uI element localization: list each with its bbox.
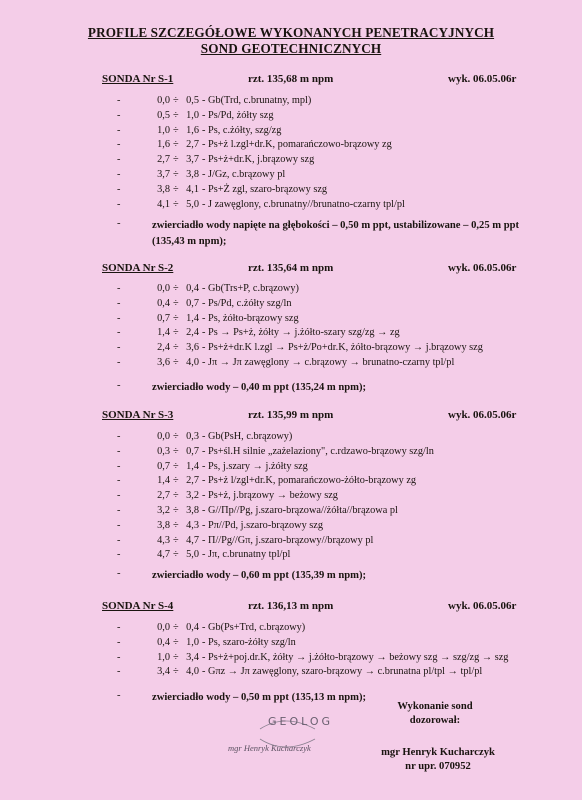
row-dash: - [117, 124, 121, 136]
depth-separator: ÷ [173, 490, 179, 502]
depth-from: 0,4 [157, 636, 170, 648]
layer-description: - Ps+śl.H silnie „zażelaziony", c.rdzawo-brązowy szg/ln [202, 445, 434, 457]
row-dash: - [117, 460, 121, 472]
geolog-stamp [220, 715, 350, 760]
layer-row [0, 139, 582, 152]
signature-line1: Wykonanie sond [397, 701, 473, 712]
layer-row [0, 184, 582, 197]
signature-name: mgr Henryk Kucharczyk [381, 747, 495, 758]
row-dash: - [117, 218, 121, 229]
layer-row [0, 446, 582, 459]
layer-row [0, 535, 582, 548]
row-dash: - [117, 357, 121, 368]
depth-separator: ÷ [173, 109, 179, 121]
sonda-date: wyk. 06.05.06r [448, 600, 517, 612]
layer-row [0, 283, 582, 296]
depth-separator: ÷ [173, 139, 179, 151]
row-dash: - [117, 297, 121, 309]
row-dash: - [117, 380, 121, 391]
layer-description: - Ps+ż, j.brązowy → beżowy szg [202, 490, 338, 502]
layer-description: - J/Gz, c.brązowy pl [202, 169, 286, 180]
layer-row [0, 199, 582, 212]
layer-description: - Ps/Pd, c.żółty szg/ln [202, 297, 292, 309]
depth-from: 2,4 [157, 342, 170, 354]
depth-from: 1,0 [157, 651, 170, 663]
water-table-text: zwierciadło wody – 0,60 m ppt (135,39 m npm); [152, 570, 367, 581]
layer-description: - Ps, żółto-brązowy szg [202, 312, 299, 324]
water-table-text: zwierciadło wody – 0,40 m ppt (135,24 m npm); [152, 382, 367, 393]
depth-to: 4,0 [186, 357, 199, 368]
depth-from: 1,4 [157, 475, 170, 487]
depth-separator: ÷ [173, 519, 179, 531]
layer-description: - Π//Pg//Gπ, j.szaro-brązowy//brązowy pl [202, 534, 374, 546]
layer-row [0, 95, 582, 108]
layer-description: - Pπ//Pd, j.szaro-brązowy szg [202, 519, 324, 531]
row-dash: - [117, 109, 121, 121]
row-dash: - [117, 154, 121, 166]
layer-row [0, 666, 582, 679]
layer-description: - Gπz → Jπ zawęglony, szaro-brązowy → c.brunatna pl/tpl → tpl/pl [202, 666, 483, 678]
depth-to: 1,0 [186, 109, 199, 121]
layer-description: - Gb(Trs+P, c.brązowy) [202, 283, 299, 294]
layer-description: - Jπ → Jπ zawęglony → c.brązowy → brunatno-czarny tpl/pl [202, 357, 455, 368]
layer-description: - Ps/Pd, żółty szg [202, 109, 274, 121]
depth-to: 4,7 [186, 534, 199, 546]
row-dash: - [117, 431, 121, 442]
layer-row [0, 298, 582, 311]
depth-to: 3,4 [186, 651, 199, 663]
row-dash: - [117, 445, 121, 457]
layer-description: - Ps+ż+dr.K, j.brązowy szg [202, 154, 315, 166]
depth-to: 3,7 [186, 154, 199, 166]
document-title-line1: PROFILE SZCZEGÓŁOWE WYKONANYCH PENETRACYJNYCH [87, 25, 495, 40]
depth-from: 4,7 [157, 549, 170, 561]
layer-row [0, 549, 582, 562]
depth-to: 1,4 [186, 460, 199, 472]
row-dash: - [117, 505, 121, 516]
depth-to: 0,4 [186, 283, 199, 294]
sonda-name: SONDA Nr S-2 [102, 262, 174, 274]
depth-to: 0,4 [186, 622, 199, 633]
depth-from: 2,7 [157, 490, 170, 502]
depth-to: 2,4 [186, 327, 199, 339]
layer-description: - Ps, szaro-żółty szg/ln [202, 636, 296, 648]
depth-separator: ÷ [173, 445, 179, 457]
depth-from: 3,4 [157, 666, 170, 678]
depth-to: 3,6 [186, 342, 199, 354]
row-dash: - [117, 283, 121, 294]
depth-separator: ÷ [173, 651, 179, 663]
depth-separator: ÷ [173, 95, 179, 106]
depth-from: 0,3 [157, 445, 170, 457]
layer-description: - Ps, j.szary → j.żółty szg [202, 460, 308, 472]
document-title-line2: SOND GEOTECHNICZNYCH [200, 41, 382, 56]
depth-from: 3,2 [157, 505, 170, 516]
layer-row [0, 110, 582, 123]
depth-to: 0,7 [186, 297, 199, 309]
row-dash: - [117, 327, 121, 339]
depth-separator: ÷ [173, 622, 179, 633]
layer-description: - Ps+ż l/zgl+dr.K, pomarańczowo-żółto-brązowy zg [202, 475, 417, 487]
sonda-elevation: rzt. 136,13 m npm [248, 600, 334, 612]
depth-separator: ÷ [173, 154, 179, 166]
depth-to: 1,6 [186, 124, 199, 136]
layer-row [0, 505, 582, 518]
signature-line2: dozorował: [409, 715, 461, 726]
layer-row [0, 520, 582, 533]
layer-description: - Gb(PsH, c.brązowy) [202, 431, 293, 442]
sonda-name: SONDA Nr S-1 [102, 73, 174, 85]
water-table-text: zwierciadło wody napięte na głębokości – 0,50 m ppt, ustabilizowane – 0,25 m ppt (135,43 m npm); [152, 220, 520, 247]
depth-separator: ÷ [173, 505, 179, 516]
depth-separator: ÷ [173, 460, 179, 472]
depth-separator: ÷ [173, 183, 179, 195]
row-dash: - [117, 169, 121, 180]
row-dash: - [117, 651, 121, 663]
sonda-name: SONDA Nr S-4 [102, 600, 174, 612]
depth-separator: ÷ [173, 534, 179, 546]
layer-row [0, 431, 582, 444]
sonda-date: wyk. 06.05.06r [448, 262, 517, 274]
depth-separator: ÷ [173, 431, 179, 442]
depth-to: 5,0 [186, 198, 199, 210]
depth-separator: ÷ [173, 357, 179, 368]
row-dash: - [117, 568, 121, 579]
layer-description: - Ps+ż+poj.dr.K, żółty → j.żółto-brązowy → beżowy szg → szg/zg → szg [202, 651, 509, 663]
sonda-name: SONDA Nr S-3 [102, 409, 174, 421]
depth-separator: ÷ [173, 198, 179, 210]
depth-to: 0,7 [186, 445, 199, 457]
depth-separator: ÷ [173, 342, 179, 354]
depth-from: 4,1 [157, 198, 170, 210]
depth-from: 0,0 [157, 431, 170, 442]
depth-to: 4,1 [186, 183, 199, 195]
depth-to: 0,3 [186, 431, 199, 442]
depth-to: 1,4 [186, 312, 199, 324]
depth-to: 1,0 [186, 636, 199, 648]
layer-description: - Ps+Ż zgl, szaro-brązowy szg [202, 183, 328, 195]
depth-from: 3,6 [157, 357, 170, 368]
depth-to: 5,0 [186, 549, 199, 561]
row-dash: - [117, 490, 121, 502]
row-dash: - [117, 519, 121, 531]
depth-separator: ÷ [173, 327, 179, 339]
layer-row [0, 357, 582, 370]
layer-description: - Gb(Trd, c.brunatny, mpl) [202, 95, 312, 106]
depth-from: 0,5 [157, 109, 170, 121]
depth-from: 0,0 [157, 622, 170, 633]
depth-to: 3,2 [186, 490, 199, 502]
stamp-geolog-text: GEOLOG [268, 715, 334, 728]
depth-separator: ÷ [173, 124, 179, 136]
layer-description: - Ps → Ps+ż, żółty → j.żółto-szary szg/zg → zg [202, 327, 400, 339]
row-dash: - [117, 183, 121, 195]
layer-description: - J zawęglony, c.brunatny//brunatno-czarny tpl/pl [202, 198, 405, 210]
depth-separator: ÷ [173, 169, 179, 180]
row-dash: - [117, 636, 121, 648]
depth-from: 0,7 [157, 312, 170, 324]
depth-to: 4,3 [186, 519, 199, 531]
layer-row [0, 652, 582, 665]
row-dash: - [117, 139, 121, 151]
row-dash: - [117, 534, 121, 546]
depth-from: 1,4 [157, 327, 170, 339]
layer-row [0, 154, 582, 167]
depth-from: 3,8 [157, 519, 170, 531]
signature-licence: nr upr. 070952 [405, 761, 471, 772]
layer-row [0, 490, 582, 503]
depth-from: 0,7 [157, 460, 170, 472]
depth-to: 2,7 [186, 475, 199, 487]
layer-row [0, 313, 582, 326]
depth-separator: ÷ [173, 283, 179, 294]
layer-description: - Ps+ż l.zgl+dr.K, pomarańczowo-brązowy zg [202, 139, 392, 151]
layer-row [0, 475, 582, 488]
layer-row [0, 169, 582, 182]
layer-description: - G//Πp//Pg, j.szaro-brązowa//żółta//brązowa pl [202, 505, 398, 516]
row-dash: - [117, 95, 121, 106]
row-dash: - [117, 312, 121, 324]
row-dash: - [117, 549, 121, 561]
sonda-elevation: rzt. 135,64 m npm [248, 262, 334, 274]
row-dash: - [117, 475, 121, 487]
layer-row [0, 461, 582, 474]
depth-from: 0,4 [157, 297, 170, 309]
depth-to: 0,5 [186, 95, 199, 106]
layer-row [0, 327, 582, 340]
layer-description: - Gb(Ps+Trd, c.brązowy) [202, 622, 306, 633]
depth-separator: ÷ [173, 475, 179, 487]
layer-row [0, 637, 582, 650]
depth-separator: ÷ [173, 549, 179, 561]
row-dash: - [117, 198, 121, 210]
depth-to: 4,0 [186, 666, 199, 678]
depth-separator: ÷ [173, 636, 179, 648]
water-table-text: zwierciadło wody – 0,50 m ppt (135,13 m npm); [152, 692, 367, 703]
layer-description: - Ps, c.żółty, szg/zg [202, 124, 282, 136]
layer-row [0, 125, 582, 138]
layer-description: - Ps+ż+dr.K l.zgl → Ps+ż/Po+dr.K, żółto-brązowy → j.brązowy szg [202, 342, 483, 354]
depth-separator: ÷ [173, 297, 179, 309]
depth-to: 3,8 [186, 505, 199, 516]
depth-from: 3,7 [157, 169, 170, 180]
layer-row [0, 342, 582, 355]
row-dash: - [117, 666, 121, 678]
sonda-date: wyk. 06.05.06r [448, 73, 517, 85]
depth-separator: ÷ [173, 312, 179, 324]
sonda-elevation: rzt. 135,68 m npm [248, 73, 334, 85]
depth-from: 1,0 [157, 124, 170, 136]
depth-from: 1,6 [157, 139, 170, 151]
depth-from: 3,8 [157, 183, 170, 195]
layer-description: - Jπ, c.brunatny tpl/pl [202, 549, 291, 561]
depth-from: 0,0 [157, 283, 170, 294]
sonda-date: wyk. 06.05.06r [448, 409, 517, 421]
depth-from: 2,7 [157, 154, 170, 166]
depth-separator: ÷ [173, 666, 179, 678]
depth-from: 4,3 [157, 534, 170, 546]
layer-row [0, 622, 582, 635]
row-dash: - [117, 690, 121, 701]
row-dash: - [117, 342, 121, 354]
depth-from: 0,0 [157, 95, 170, 106]
row-dash: - [117, 622, 121, 633]
stamp-name-text: mgr Henryk Kucharczyk [228, 743, 311, 753]
depth-to: 2,7 [186, 139, 199, 151]
depth-to: 3,8 [186, 169, 199, 180]
sonda-elevation: rzt. 135,99 m npm [248, 409, 334, 421]
